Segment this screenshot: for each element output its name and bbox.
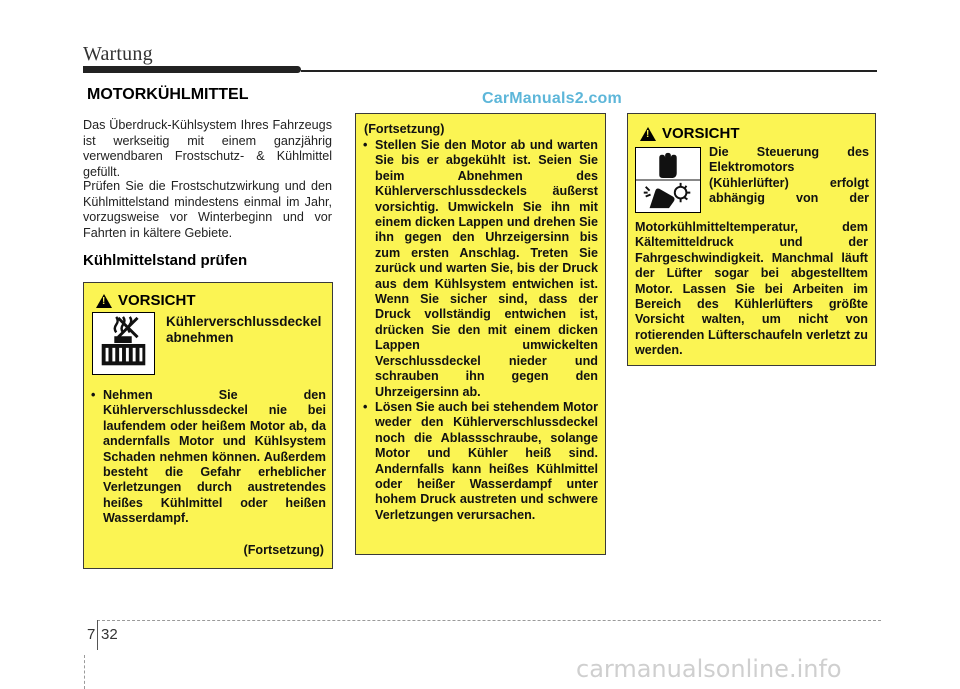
continued-label-middle: (Fortsetzung) [364,122,445,136]
caution-heading-text: VORSICHT [118,292,196,309]
caution-box-right [627,113,876,366]
page-number: 32 [101,626,118,643]
icon-caption-left: Kühlerverschlussdeckel abnehmen [166,314,322,345]
sub-heading: Kühlmittelstand prüfen [83,252,248,269]
list-item: • Nehmen Sie den Kühlerverschlussdeckel nie bei laufendem oder heißem Motor ab, da andernfalls Motor und Kühlsystem Schaden nehmen können. Außerdem besteht die Gefahr erheblicher Verletzungen durch austretendes heißes Kühlmittel oder heißen Wasserdampf. [88,388,326,527]
caution-heading-left [96,292,196,309]
hand-fan-warning-icon [635,147,701,213]
caution-box-middle [355,113,606,555]
running-header: Wartung [83,43,153,65]
radiator-steam-warning-icon [92,312,155,375]
caution-box-left [83,282,333,569]
header-rule-thick [83,66,301,73]
list-item: • Stellen Sie den Motor ab und warten Sie bis er abgekühlt ist. Seien Sie beim Abnehmen des Kühlerverschlussdeckels äußerst vorsichtig. Umwickeln Sie ihn mit einem dicken Lappen und drehen Sie ihn gegen den Uhrzeigersinn bis zum ersten Anschlag. Treten Sie zurück und warten Sie, bis der Druck aus dem Kühlsystem entwichen ist. Wenn Sie sicher sind, dass der Druck vollständig entwichen ist, drücken Sie den mit einem dicken Lappen umwickelten Verschlussdeckel nieder und schrauben ihn gegen den Uhrzeigersinn ab. [360,138,598,400]
watermark-bottom: carmanualsonline.info [576,655,842,683]
continued-label-left: (Fortsetzung) [243,543,324,557]
caution-left-list [88,388,326,527]
section-title: MOTORKÜHLMITTEL [87,86,249,103]
caution-heading-right [640,125,740,142]
footer-dashed-rule [97,620,881,621]
warning-triangle-icon [96,294,112,308]
watermark-top: CarManuals2.com [482,90,622,107]
intro-paragraph-1: Das Überdruck-Kühlsystem Ihres Fahrzeugs ist werkseitig mit einem ganzjährig verwendbaren Frostschutz- & Kühlmittel gefüllt. [83,118,332,179]
page-number-divider [97,620,98,650]
caution-middle-list [360,138,598,523]
caution-right-text: Motorkühlmitteltemperatur, dem Kältemitteldruck und der Fahrgeschwindigkeit. Manchmal läuft der Lüfter sogar bei abgestelltem Motor. Lassen Sie bei Arbeiten im Bereich des Kühlerlüfters größte Vorsicht walten, um nicht von rotierenden Lüfterschaufeln verletzt zu werden. [635,220,868,358]
caution-right-intro: Die Steuerung des Elektromotors (Kühlerlüfter) erfolgt abhängig von der [709,145,869,206]
warning-triangle-icon [640,127,656,141]
list-item: • Lösen Sie auch bei stehendem Motor weder den Kühlerverschlussdeckel noch die Ablassschraube, solange Motor und Kühler heiß sind. Andernfalls kann heißes Kühlmittel oder heißer Wasserdampf unter hohem Druck austreten und schwere Verletzungen verursachen. [360,400,598,523]
footer-vertical-dash [84,655,85,689]
chapter-number: 7 [87,626,96,643]
header-rule-thin [301,70,877,72]
caution-heading-text: VORSICHT [662,125,740,142]
intro-paragraph-2: Prüfen Sie die Frostschutzwirkung und den Kühlmittelstand mindestens einmal im Jahr, vorzugsweise vor Winterbeginn und vor Fahrten in kältere Gebiete. [83,179,332,240]
